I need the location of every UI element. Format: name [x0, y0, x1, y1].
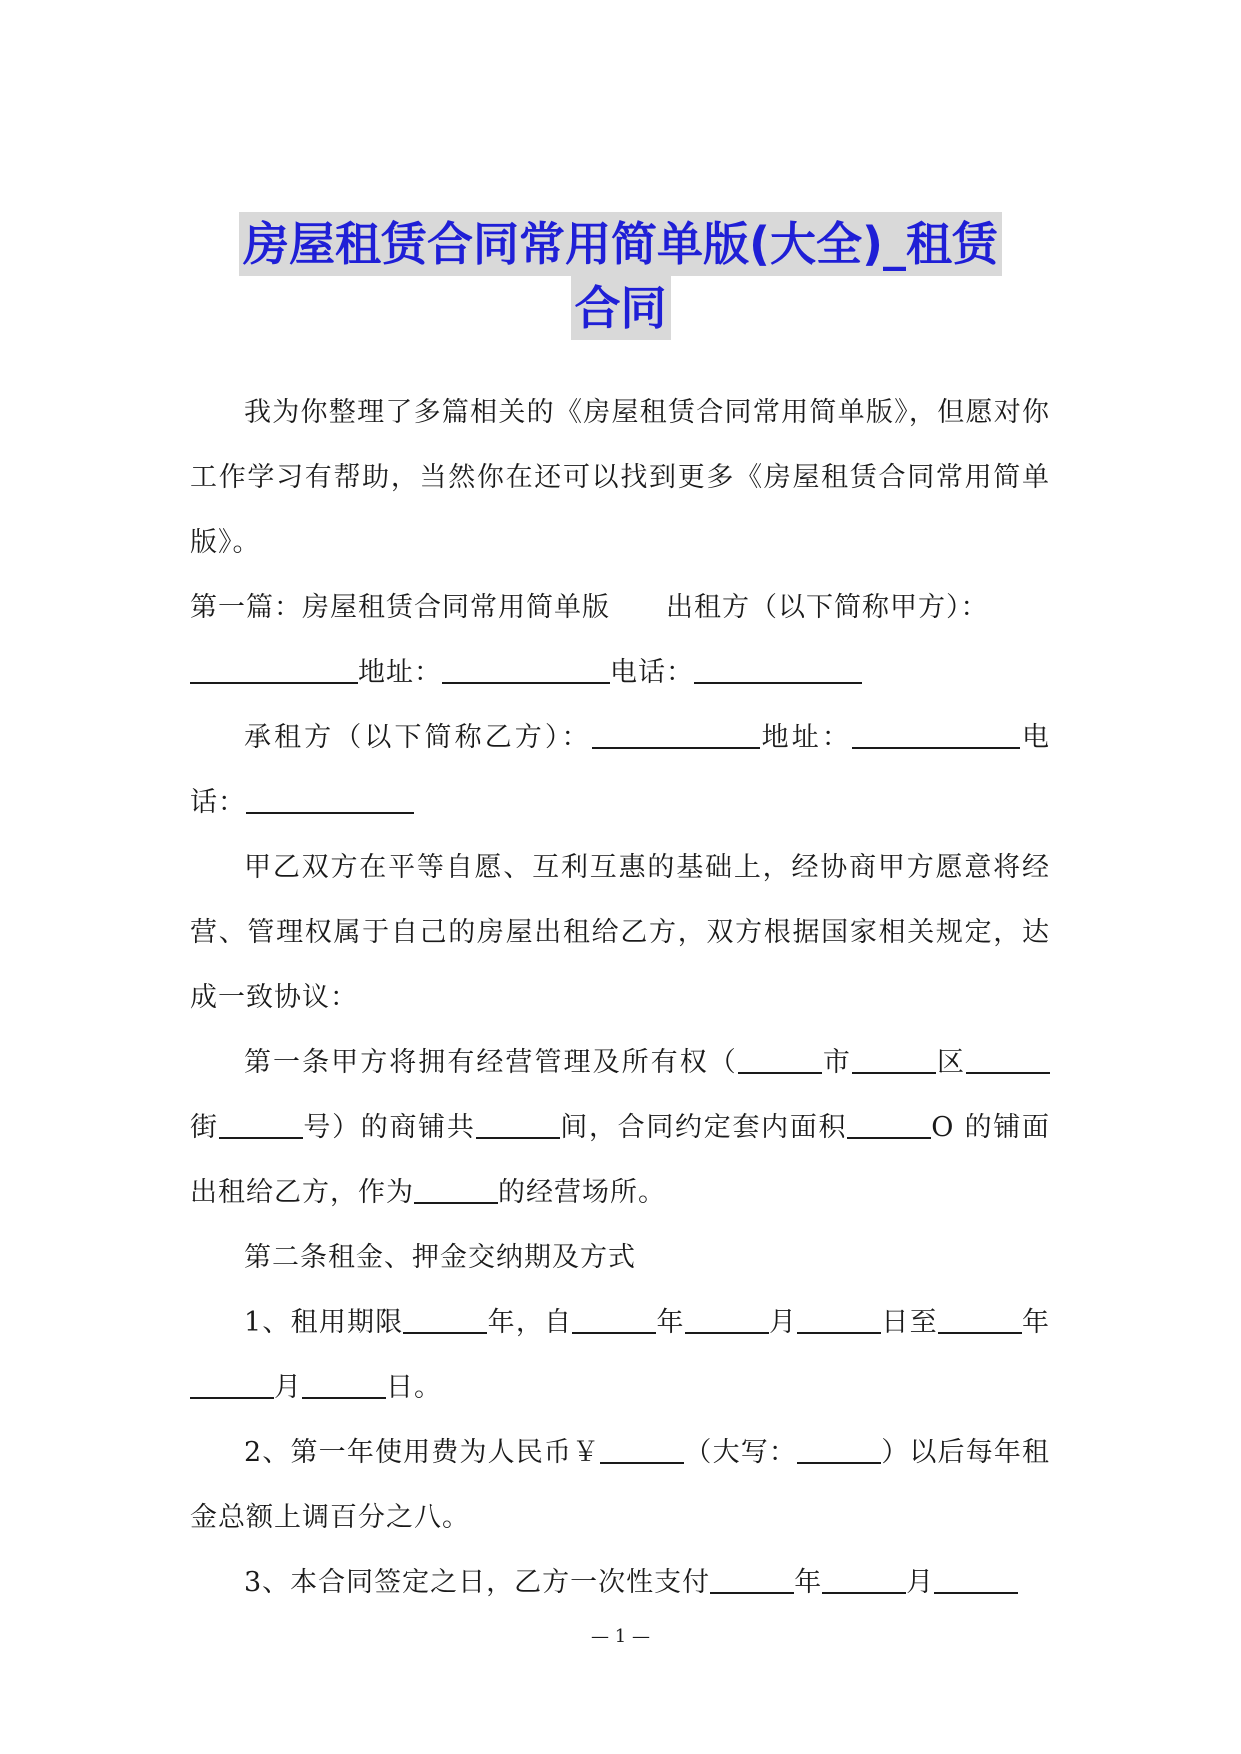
article-1-text: 第一条甲方将拥有经营管理及所有权（	[244, 1047, 738, 1078]
lessee-address-label: 地址：	[759, 722, 852, 753]
end-month-blank	[190, 1371, 274, 1399]
item-2-paragraph	[190, 1420, 1050, 1550]
term-years-label: 年，自	[487, 1307, 573, 1338]
start-year-label: 年	[656, 1307, 685, 1338]
end-day-blank	[302, 1371, 386, 1399]
term-years-blank	[403, 1306, 487, 1334]
chapter-heading: 第一篇：房屋租赁合同常用简单版	[190, 592, 610, 623]
start-day-blank	[797, 1306, 881, 1334]
lessee-address-blank	[852, 721, 1020, 749]
rent-words-label: （大写：	[684, 1437, 798, 1468]
payment-month-label: 月	[906, 1567, 935, 1598]
lessor-phone-label: 电话：	[610, 657, 694, 688]
rent-words-blank	[797, 1436, 881, 1464]
lessor-paragraph	[190, 575, 1050, 705]
number-label: 号）的商铺共	[302, 1112, 476, 1143]
agreement-paragraph: 甲乙双方在平等自愿、互利互惠的基础上，经协商甲方愿意将经营、管理权属于自己的房屋出租给乙方，双方根据国家相关规定，达成一致协议：	[190, 852, 1050, 1013]
rooms-label: 间，合同约定套内面积	[559, 1112, 848, 1143]
title-line-2: 合同	[571, 276, 671, 340]
district-label: 区	[935, 1047, 967, 1078]
city-blank	[738, 1046, 822, 1074]
end-day-label: 日。	[386, 1372, 442, 1403]
lessor-name-blank	[190, 656, 358, 684]
district-blank	[852, 1046, 936, 1074]
city-label: 市	[821, 1047, 852, 1078]
payment-year-label: 年	[794, 1567, 823, 1598]
street-label: 街	[190, 1112, 219, 1143]
payment-label: 3、本合同签定之日，乙方一次性支付	[244, 1567, 711, 1598]
payment-year-blank	[710, 1566, 794, 1594]
term-label: 1、租用期限	[244, 1307, 404, 1338]
intro-paragraph: 我为你整理了多篇相关的《房屋租赁合同常用简单版》，但愿对你工作学习有帮助，当然你在还可以找到更多《房屋租赁合同常用简单版》。	[190, 397, 1050, 558]
item-1-paragraph	[190, 1290, 1050, 1420]
rent-label: 2、第一年使用费为人民币￥	[244, 1437, 601, 1468]
lessor-label: 出租方（以下简称甲方）：	[666, 592, 989, 623]
article-1-paragraph	[190, 1030, 1050, 1225]
end-month-label: 月	[274, 1372, 302, 1403]
payment-month-blank	[822, 1566, 906, 1594]
document-title	[0, 212, 1241, 340]
payment-tail-blank	[934, 1566, 1018, 1594]
area-label: O 的铺面出租给乙方，作为	[190, 1112, 1051, 1208]
area-blank	[847, 1111, 931, 1139]
lessor-address-label: 地址：	[358, 657, 442, 688]
rent-increase-label: ）以后每年租金总额上调百分之八。	[190, 1437, 1050, 1533]
article-2-heading: 第二条租金、押金交纳期及方式	[244, 1242, 636, 1273]
start-month-label: 月	[768, 1307, 798, 1338]
lessee-phone-label: 电话：	[190, 722, 1051, 818]
start-month-blank	[685, 1306, 769, 1334]
purpose-blank	[414, 1176, 498, 1204]
end-year-label: 年	[1021, 1307, 1051, 1338]
lessee-phone-blank	[246, 786, 414, 814]
lessee-name-blank	[592, 721, 760, 749]
purpose-label: 的经营场所。	[498, 1177, 666, 1208]
lessee-label: 承租方（以下简称乙方）：	[244, 722, 592, 753]
rent-amount-blank	[600, 1436, 684, 1464]
lessee-paragraph	[190, 705, 1050, 835]
lessor-address-blank	[442, 656, 610, 684]
document-body	[190, 380, 1050, 1615]
title-line-1: 房屋租赁合同常用简单版(大全)_租赁	[239, 212, 1002, 276]
rooms-blank	[476, 1111, 560, 1139]
street-blank	[219, 1111, 303, 1139]
lessor-phone-blank	[694, 656, 862, 684]
start-day-label: 日至	[881, 1307, 938, 1338]
start-year-blank	[572, 1306, 656, 1334]
district-tail-blank	[966, 1046, 1050, 1074]
page-number: — 1 —	[591, 1626, 650, 1647]
item-3-paragraph	[190, 1550, 1050, 1615]
end-year-blank	[938, 1306, 1022, 1334]
